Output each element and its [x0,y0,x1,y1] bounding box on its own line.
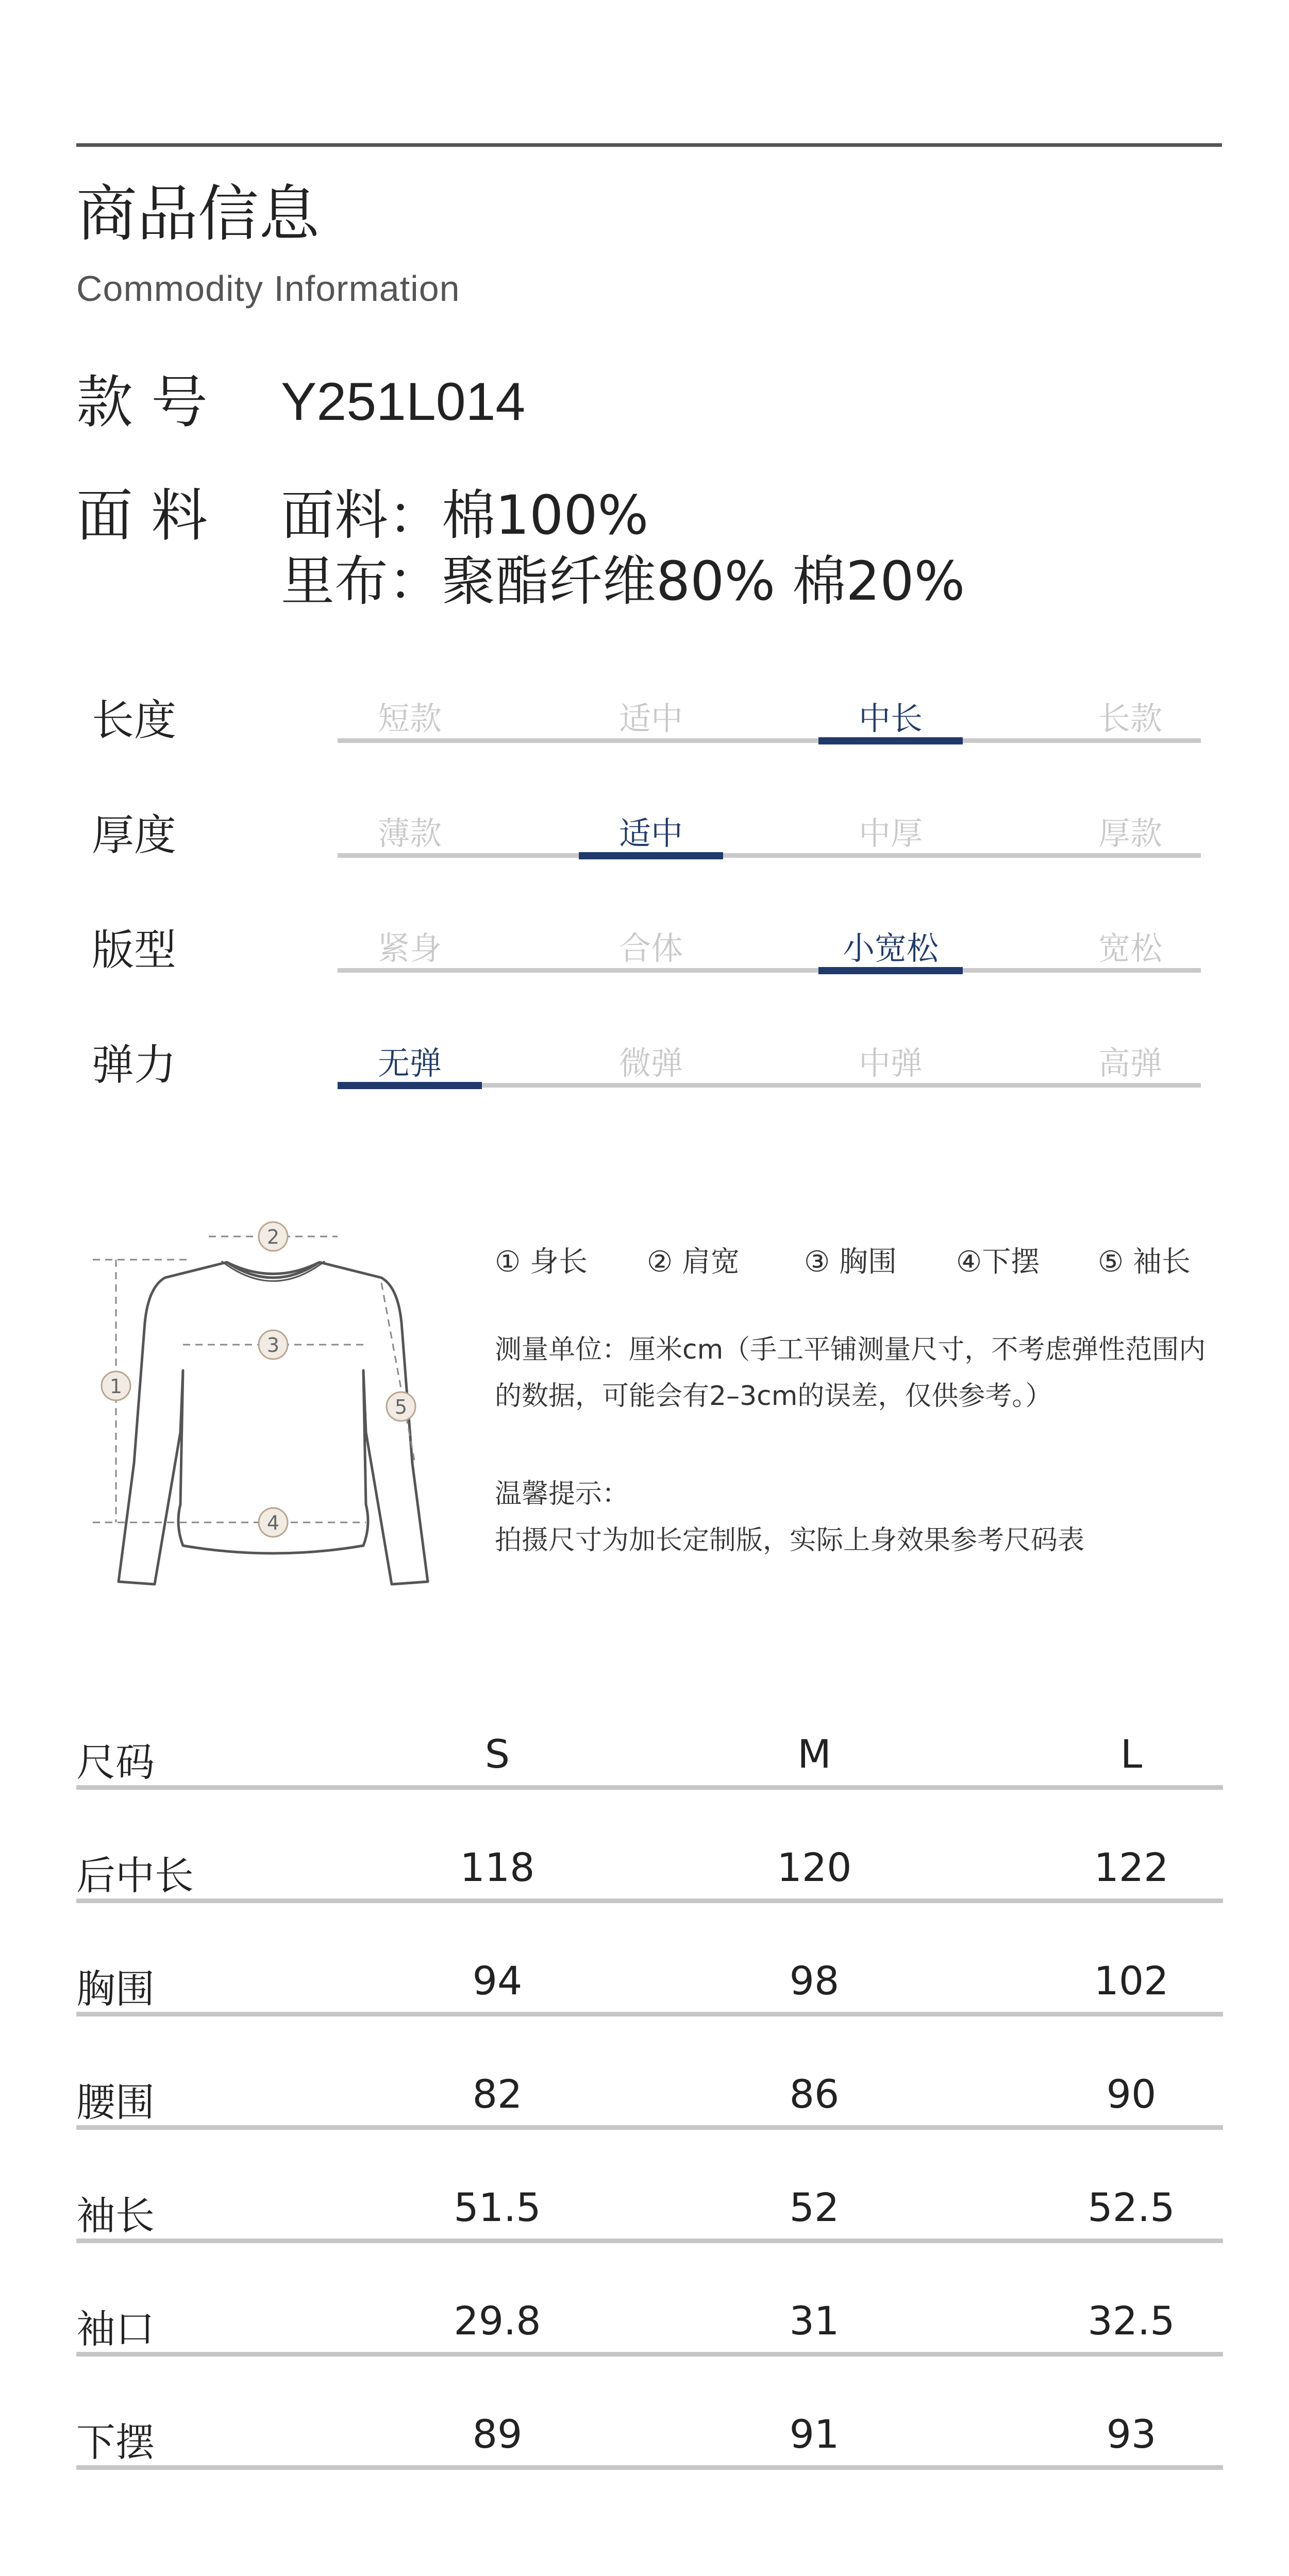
attr-option-3-0: 无弹 [377,1044,442,1082]
attr-option-0-0: 短款 [377,700,442,737]
attr-option-2-0: 紧身 [377,929,442,967]
attr-label-1: 厚度 [92,811,177,860]
attr-option-1-2: 中厚 [858,815,923,852]
size-cell-4-3: 52.5 [1087,2184,1175,2230]
style-no-label: 款 号 [76,369,208,435]
unit-note-line1: 测量单位：厘米cm（手工平铺测量尺寸，不考虑弹性范围内 [495,1334,1206,1365]
legend-sleeve: ⑤ 袖长 [1098,1245,1191,1279]
size-cell-4-2: 52 [789,2184,840,2230]
svg-text:3: 3 [266,1334,280,1357]
size-cell-5-0: 袖口 [76,2306,155,2352]
tip-title: 温馨提示： [495,1479,629,1510]
legend-hem: ④下摆 [956,1245,1040,1279]
attr-option-2-1: 合体 [618,929,683,967]
size-row-line-5 [76,2352,1223,2357]
attr-option-3-3: 高弹 [1098,1044,1162,1082]
attr-selected-mark-1 [579,852,723,859]
size-header-0-2: M [797,1731,831,1777]
size-cell-5-1: 29.8 [454,2298,541,2344]
section-subtitle: Commodity Information [76,268,460,309]
attr-selected-mark-0 [818,737,963,744]
size-row-line-0 [76,1785,1223,1790]
legend-length: ① 身长 [495,1245,588,1279]
attr-option-2-3: 宽松 [1098,929,1162,967]
size-cell-3-3: 90 [1106,2071,1157,2117]
size-cell-3-1: 82 [472,2071,523,2117]
unit-note-line2: 的数据，可能会有2–3cm的误差，仅供参考。） [495,1381,1052,1412]
attr-option-1-1: 适中 [618,815,683,852]
legend-shoulder: ② 肩宽 [647,1245,740,1279]
size-cell-6-2: 91 [789,2411,840,2457]
size-cell-2-3: 102 [1094,1958,1169,2004]
marker-hem [259,1508,288,1537]
fabric-label: 面 料 [76,483,208,549]
attr-track-2 [338,968,1201,973]
size-cell-4-1: 51.5 [454,2184,541,2230]
size-cell-1-0: 后中长 [76,1853,194,1899]
attr-label-0: 长度 [92,696,177,745]
size-cell-2-1: 94 [472,1958,523,2004]
size-cell-5-2: 31 [789,2298,840,2344]
svg-text:5: 5 [394,1396,408,1418]
size-cell-4-0: 袖长 [76,2193,155,2239]
attr-track-1 [338,853,1201,858]
size-cell-1-3: 122 [1094,1844,1169,1890]
size-row-line-2 [76,2012,1223,2016]
size-header-0-1: S [484,1731,510,1777]
attr-option-3-1: 微弹 [618,1044,683,1082]
attr-option-1-3: 厚款 [1098,815,1162,852]
style-no-value: Y251L014 [281,372,526,432]
svg-text:4: 4 [266,1512,280,1534]
marker-shoulder [259,1222,288,1251]
size-header-0-3: L [1120,1731,1143,1777]
attr-track-0 [338,738,1201,743]
size-row-line-3 [76,2125,1223,2130]
svg-text:2: 2 [266,1226,280,1248]
top-divider [76,143,1222,147]
attr-option-0-2: 中长 [858,700,923,737]
size-row-line-1 [76,1899,1223,1903]
size-header-0-0: 尺码 [76,1739,155,1785]
section-title: 商品信息 [76,178,320,249]
size-cell-5-3: 32.5 [1087,2298,1175,2344]
attr-option-3-2: 中弹 [858,1044,923,1082]
size-cell-2-0: 胸围 [76,1966,155,2012]
marker-chest [259,1330,288,1359]
svg-text:1: 1 [109,1375,123,1398]
attr-option-1-0: 薄款 [377,815,442,852]
legend-chest: ③ 胸围 [804,1245,897,1279]
attr-label-3: 弹力 [92,1041,177,1090]
attr-selected-mark-2 [818,967,963,974]
attr-option-2-2: 小宽松 [842,929,939,967]
size-row-line-4 [76,2239,1223,2243]
size-cell-3-2: 86 [789,2071,840,2117]
size-cell-1-2: 120 [777,1844,852,1890]
garment-measure-diagram [77,1216,459,1587]
fabric-lining: 里布：聚酯纤维80% 棉20% [281,550,965,613]
attr-option-0-1: 适中 [618,700,683,737]
size-row-line-6 [76,2465,1223,2470]
size-cell-6-1: 89 [472,2411,523,2457]
attr-option-0-3: 长款 [1098,700,1162,737]
size-cell-3-0: 腰围 [76,2079,155,2125]
size-cell-1-1: 118 [460,1844,535,1890]
size-cell-2-2: 98 [789,1958,840,2004]
marker-length [102,1371,130,1400]
size-cell-6-0: 下摆 [76,2419,155,2465]
size-cell-6-3: 93 [1106,2411,1157,2457]
marker-sleeve [387,1392,415,1421]
attr-label-2: 版型 [92,926,177,975]
attr-selected-mark-3 [338,1082,482,1089]
fabric-main: 面料：棉100% [281,484,649,547]
tip-text: 拍摄尺寸为加长定制版，实际上身效果参考尺码表 [495,1525,1085,1556]
